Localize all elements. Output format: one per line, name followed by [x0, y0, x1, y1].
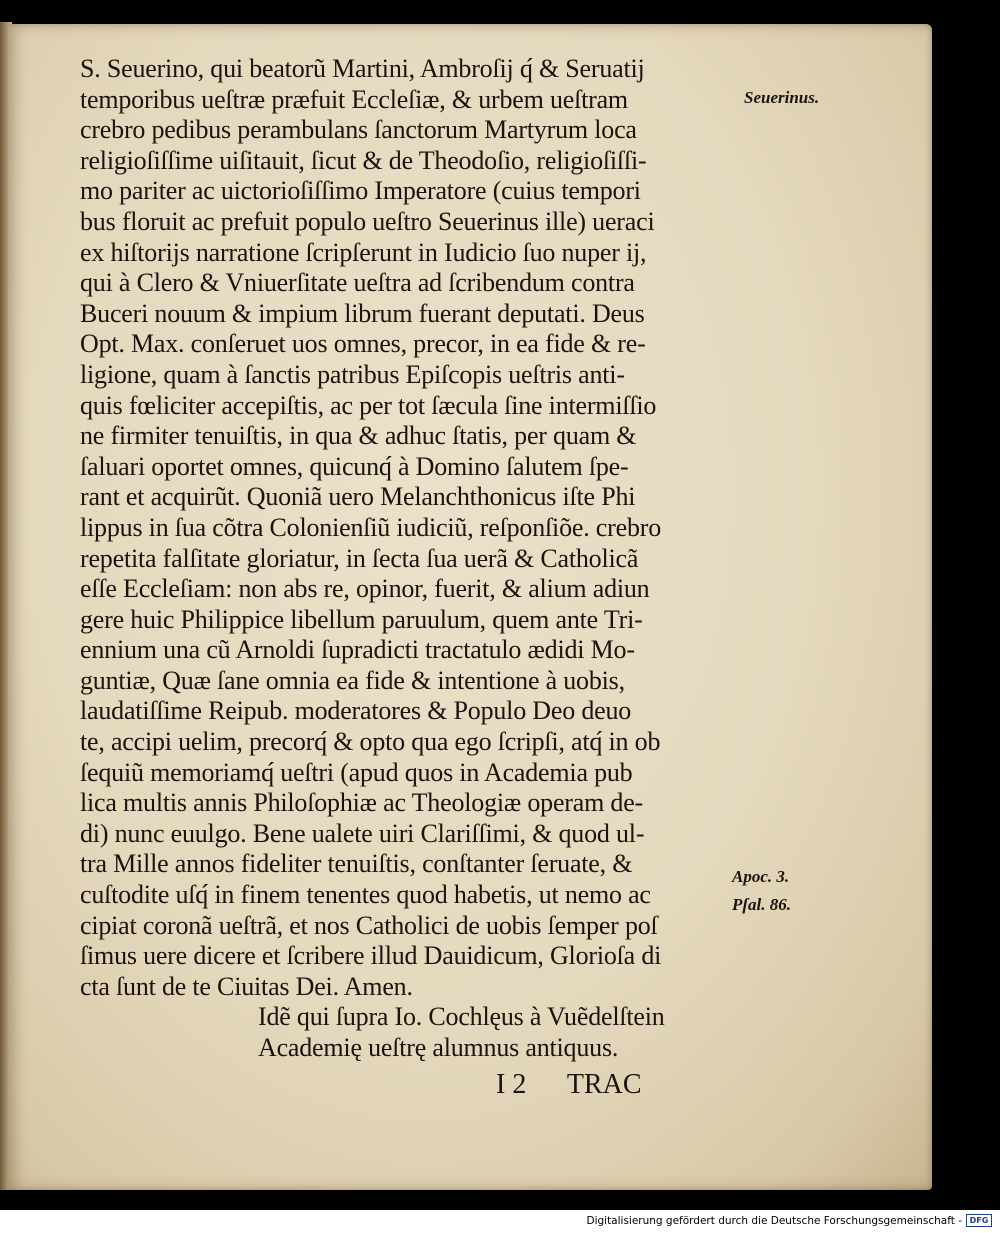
- text-line-26: di) nunc euulgo. Bene ualete uiri Clariſſimi, & quod ul-: [80, 818, 645, 848]
- text-line-4: religioſiſſime uiſitauit, ſicut & de Theodoſio, religioſiſſi-: [80, 145, 647, 175]
- text-line-11: ligione, quam à ſanctis patribus Epiſcopis ueſtris anti-: [80, 359, 625, 389]
- dfg-logo[interactable]: DFG: [966, 1214, 992, 1227]
- text-line-12: quis fœliciter accepiſtis, ac per tot ſæcula ſine intermiſſio: [80, 390, 657, 420]
- text-line-19: gere huic Philippice libellum paruulum, quem ante Tri-: [80, 604, 643, 634]
- catchline: [80, 1070, 730, 1100]
- footer-bar: [0, 1210, 1000, 1233]
- text-line-23: te, accipi uelim, precorq́ & opto qua ego ſcripſi, atq́ in ob: [80, 727, 661, 757]
- text-line-2: temporibus ueſtræ præfuit Eccleſiæ, & urbem ueſtram: [80, 84, 628, 114]
- margin-note-apoc: Apoc. 3.: [732, 867, 790, 886]
- document-page: [8, 24, 932, 1190]
- text-line-18: eſſe Eccleſiam: non abs re, opinor, fuerit, & alium adiun: [80, 574, 650, 604]
- text-line-29: cipiat coronã ueſtrã, et nos Catholici de uobis ſemper poſ: [80, 910, 658, 940]
- body-text: [80, 54, 730, 1100]
- margin-note-psal: Pſal. 86.: [732, 895, 792, 914]
- margin-note-seuerinus: Seuerinus.: [744, 88, 820, 107]
- text-line-1: S. Seuerino, qui beatorũ Martini, Ambroſij q́ & Seruatij: [80, 54, 645, 83]
- text-line-10: Opt. Max. conſeruet uos omnes, precor, in ea fide & re-: [80, 329, 646, 359]
- text-line-20: ennium una cũ Arnoldi ſupradicti tractatulo ædidi Mo-: [80, 635, 635, 665]
- text-line-28: cuſtodite uſq́ in finem tenentes quod habetis, ut nemo ac: [80, 880, 651, 910]
- text-line-21: guntiæ, Quæ ſane omnia ea fide & intentione à uobis,: [80, 665, 625, 695]
- text-line-31: cta ſunt de te Ciuitas Dei. Amen.: [80, 971, 413, 1001]
- catchword: TRAC: [566, 1068, 642, 1100]
- text-line-13: ne firmiter tenuiſtis, in qua & adhuc ſtatis, per quam &: [80, 421, 637, 451]
- text-line-25: lica multis annis Philoſophiæ ac Theologiæ operam de-: [80, 788, 643, 818]
- text-line-30: ſimus uere dicere et ſcribere illud Dauidicum, Glorioſa di: [80, 941, 662, 971]
- text-line-3: crebro pedibus perambulans ſanctorum Martyrum loca: [80, 115, 637, 145]
- text-line-17: repetita falſitate gloriatur, in ſecta ſua uerã & Catholicã: [80, 543, 639, 573]
- text-line-6: bus floruit ac prefuit populo ueſtro Seuerinus ille) ueraci: [80, 206, 655, 236]
- text-line-9: Buceri nouum & impium librum fuerant deputati. Deus: [80, 298, 645, 328]
- text-line-7: ex hiſtorijs narratione ſcripſerunt in Iudicio ſuo nuper ij,: [80, 237, 647, 267]
- text-line-5: mo pariter ac uictorioſiſſimo Imperatore (cuius tempori: [80, 176, 641, 206]
- text-line-22: laudatiſſime Reipub. moderatores & Populo Deo deuo: [80, 696, 632, 726]
- text-line-24: ſequiũ memoriamq́ ueſtri (apud quos in Academia pub: [80, 757, 633, 787]
- text-line-15: rant et acquirũt. Quoniã uero Melanchthonicus iſte Phi: [80, 482, 636, 512]
- signature-line-1: Idẽ qui ſupra Io. Cochlęus à Vuẽdelſtein: [258, 1002, 665, 1032]
- text-line-14: ſaluari oportet omnes, quicunq́ à Domino ſalutem ſpe-: [80, 451, 629, 481]
- text-line-16: lippus in ſua cõtra Colonienſiũ iudiciũ, reſponſiõe. crebro: [80, 512, 662, 542]
- funding-credit: Digitalisierung gefördert durch die Deutsche Forschungsgemeinschaft -: [586, 1215, 962, 1227]
- signature-line-2: Academię ueſtrę alumnus antiquus.: [258, 1033, 619, 1062]
- signature-mark: I 2: [496, 1068, 527, 1100]
- text-line-27: tra Mille annos fideliter tenuiſtis, conſtanter ſeruate, &: [80, 849, 633, 879]
- text-line-8: qui à Clero & Vniuerſitate ueſtra ad ſcribendum contra: [80, 268, 635, 298]
